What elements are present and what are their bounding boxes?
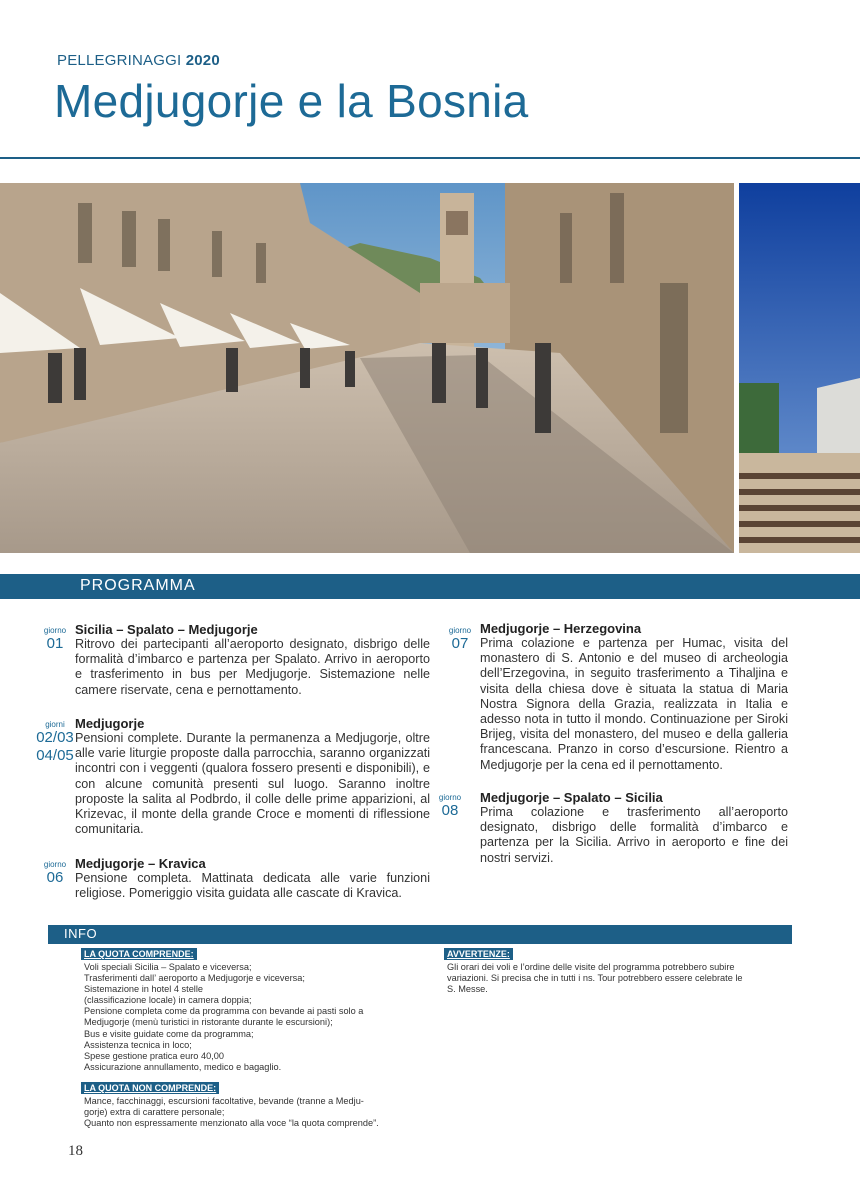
day-title: Medjugorje – Kravica [75,856,206,871]
day-label-top: giorni [45,720,65,729]
day-body [75,622,430,698]
comprende-line: Voli speciali Sicilia – Spalato e viceversa; [84,962,252,972]
day-title: Medjugorje – Spalato – Sicilia [480,790,663,805]
day-body [480,621,788,773]
day-label-top: giorno [43,860,67,869]
day-text: Prima colazione e trasferimento all’aeroporto designato, disbrigo delle formalità d’imbarco e partenza per la Sicilia. Arrivo in aeroporto e fine dei nostri servizi. [480,805,788,865]
non-comprende-list [84,1096,434,1129]
day-label [30,626,80,653]
comprende-line: Medjugorje (menù turistici in ristorante durante le escursioni); [84,1017,333,1028]
comprende-line: Sistemazione in hotel 4 stelle [84,984,203,995]
avvertenze-line: variazioni. Si precisa che in tutti i ns. Tour potrebbero essere celebrate le [447,973,743,984]
kicker-prefix: PELLEGRINAGGI [57,52,182,69]
day-label-top: giorno [43,626,67,635]
avvertenze-list [447,962,797,995]
header-rule [0,157,860,159]
comprende-list [84,962,434,1073]
info-heading: INFO [64,926,98,941]
day-number: 06 [46,869,64,886]
non-comprende-line: Quanto non espressamente menzionato alla voce “la quota comprende”. [84,1118,379,1129]
comprende-line: Assicurazione annullamento, medico e bagaglio. [84,1061,282,1072]
day-label [30,720,80,765]
day-body [75,856,430,901]
day-label-top: giorno [448,626,472,635]
day-number: 02/03 [36,729,74,746]
altar-photo [739,183,860,553]
programma-heading: PROGRAMMA [80,577,196,594]
page-title: Medjugorje e la Bosnia [54,75,529,127]
non-comprende-line: Mance, facchinaggi, escursioni facoltative, bevande (tranne a Medju- [84,1096,364,1106]
day-number: 01 [46,635,64,652]
day-text: Prima colazione e partenza per Humac, visita del monastero di S. Antonio e del museo di archeologia dell’Erzegovina, in seguito trasferimento a Tihaljina e visita della chiesa dove è situata la statua di Maria Nostra Signora della Grazia, realizzata in Italia e adesso nota in tutto il mondo. Continuazione per Siroki Brijeg, visita del monastero, del museo e della galleria francescana. Pranzo in corso d’escursione. Rientro a Medjugorje per la cena ed il pernottamento. [480,636,788,772]
header-kicker [57,52,220,69]
day-label [425,793,475,820]
day-body [480,790,788,866]
comprende-line: Spese gestione pratica euro 40,00 [84,1050,224,1061]
day-title: Sicilia – Spalato – Medjugorje [75,622,258,637]
day-text: Pensioni complete. Durante la permanenza a Medjugorje, oltre alle varie liturgie proposte dalla parrocchia, saranno organizzati incontri con i veggenti (qualora fossero presenti e disponibili), e con alcune comunità presenti sul luogo. Saranno inoltre proposte la salita al Podbrdo, il colle delle prime apparizioni, al Krizevac, il monte della grande Croce e momenti di riflessione comunitaria. [75,731,430,837]
non-comprende-line: gorje) extra di carattere personale; [84,1107,225,1118]
street-photo [0,183,734,553]
day-number: 07 [451,635,469,652]
comprende-line: (classificazione locale) in camera doppia; [84,995,252,1006]
comprende-line: Assistenza tecnica in loco; [84,1039,192,1050]
comprende-line: Trasferimenti dall’ aeroporto a Medjugorje e viceversa; [84,973,305,984]
day-body [75,716,430,837]
info-bar [48,925,792,944]
non-comprende-tag: LA QUOTA NON COMPRENDE: [81,1082,219,1094]
kicker-year: 2020 [185,52,220,69]
comprende-tag: LA QUOTA COMPRENDE: [81,948,197,960]
day-text: Ritrovo dei partecipanti all’aeroporto designato, disbrigo delle formalità d’imbarco e partenza per Spalato. Arrivo in aeroporto e trasferimento in bus per Medjugorje. Sistemazione nelle camere riservate, cena e pernottamento. [75,637,430,697]
day-label-top: giorno [438,793,462,802]
comprende-line: Pensione completa come da programma con bevande ai pasti solo a [84,1006,364,1017]
programma-bar [0,574,860,599]
day-label [435,626,485,653]
day-number: 04/05 [36,747,74,764]
comprende-line: Bus e visite guidate come da programma; [84,1028,254,1039]
avvertenze-tag: AVVERTENZE: [444,948,513,960]
day-label [30,860,80,887]
day-text: Pensione completa. Mattinata dedicata alle varie funzioni religiose. Pomeriggio visita guidata alle cascate di Kravica. [75,871,430,901]
day-title: Medjugorje – Herzegovina [480,621,642,636]
day-title: Medjugorje [75,716,145,731]
page-number: 18 [68,1143,83,1159]
avvertenze-line: Gli orari dei voli e l’ordine delle visite del programma potrebbero subire [447,962,735,972]
avvertenze-line: S. Messe. [447,984,488,995]
day-number: 08 [441,802,459,819]
